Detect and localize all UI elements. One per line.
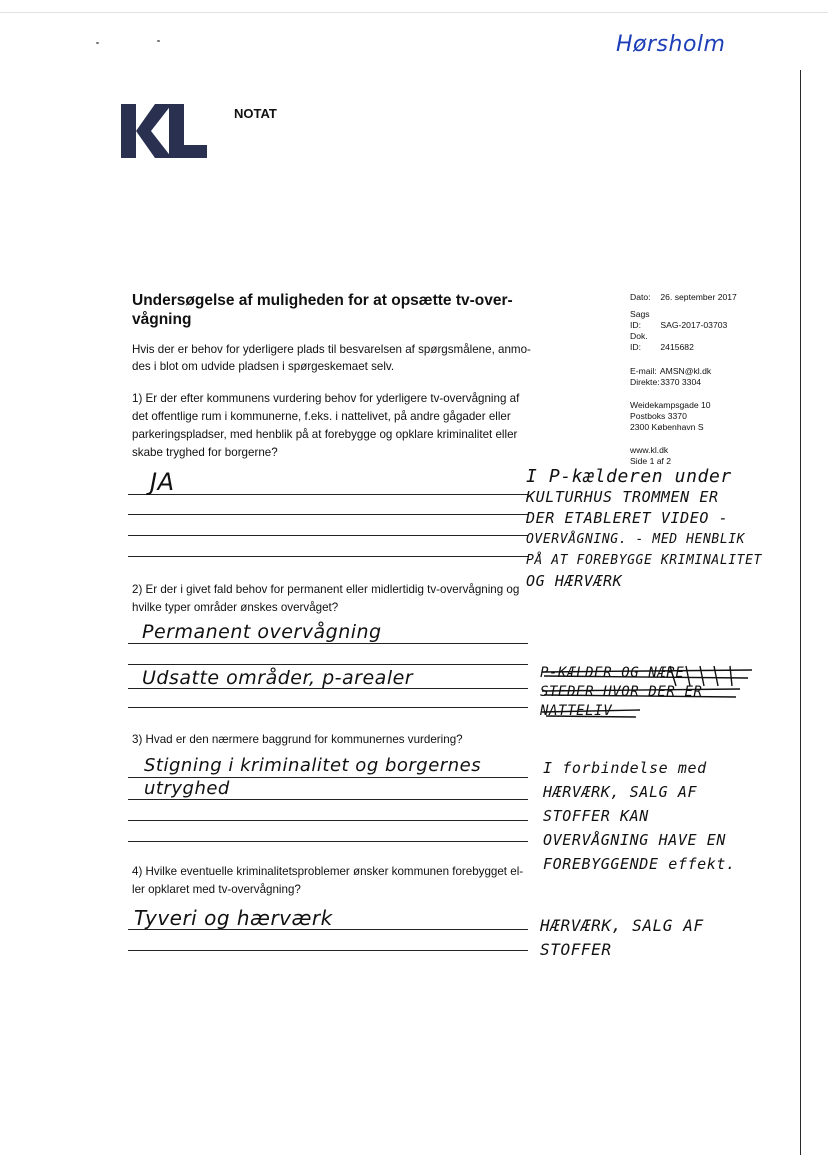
answer-line: [128, 707, 528, 708]
date-label: Dato:: [630, 292, 651, 302]
side-note-line: STEDER HVOR DER ER: [540, 684, 703, 700]
address-line: 2300 København S: [630, 422, 704, 432]
answer-line: [128, 664, 528, 665]
scan-speck: [157, 40, 160, 42]
question-line: 3) Hvad er den nærmere baggrund for kommunernes vurdering?: [132, 733, 463, 746]
answer-3-line-1: Stigning i kriminalitet og borgernes: [144, 755, 482, 776]
question-line: det offentlige rum i kommunerne, f.eks. i nattelivet, på andre gågader eller: [132, 410, 511, 423]
intro-line: des i blot om udvide pladsen i spørgeskemaet selv.: [132, 360, 395, 373]
direkte-row: [630, 377, 805, 388]
dok-id-row: [630, 331, 805, 353]
date-value: 26. september 2017: [660, 292, 737, 302]
address-line: Weidekampsgade 10: [630, 400, 711, 410]
title-line: vågning: [132, 311, 192, 328]
side-note-line: HÆRVÆRK, SALG AF: [543, 783, 698, 801]
question-4: [132, 863, 523, 899]
email-label: E-mail:: [630, 366, 657, 376]
answer-3-line-2: utryghed: [144, 778, 230, 799]
intro-line: Hvis der er behov for yderligere plads til besvarelsen af spørgsmålene, anmo-: [132, 343, 531, 356]
direkte-value: 3370 3304: [660, 377, 702, 387]
answer-1: JA: [150, 468, 175, 496]
side-note-line: OG HÆRVÆRK: [526, 572, 623, 590]
dok-id-label: Dok. ID:: [630, 331, 648, 352]
side-note-line: DER ETABLERET VIDEO -: [526, 509, 729, 527]
page-top-edge: [0, 12, 828, 13]
question-line: 1) Er der efter kommunens vurdering behov for yderligere tv-overvågning af: [132, 392, 520, 405]
side-note-line: PÅ AT FOREBYGGE KRIMINALITET: [526, 553, 762, 568]
title-line: Undersøgelse af muligheden for at opsætte tv-over-: [132, 292, 513, 309]
strike-through-scribble: [540, 664, 760, 734]
side-note-line: OVERVÅGNING. - MED HENBLIK: [526, 532, 746, 547]
sags-id-value: SAG-2017-03703: [660, 320, 728, 330]
answer-line: [128, 950, 528, 951]
side-note-line: FOREBYGGENDE effekt.: [543, 855, 736, 873]
date-row: [630, 292, 805, 303]
answer-line: [128, 841, 528, 842]
question-line: hvilke typer områder ønskes overvåget?: [132, 601, 339, 614]
website: www.kl.dk: [630, 445, 669, 455]
dok-id-value: 2415682: [660, 342, 694, 352]
side-note-line: P-KÆLDER OG NÆRE: [540, 665, 685, 681]
side-note-line: STOFFER KAN: [543, 807, 649, 825]
address-line: Postboks 3370: [630, 411, 687, 421]
question-1: [132, 390, 519, 462]
side-note-line: KULTURHUS TROMMEN ER: [526, 488, 719, 506]
answer-line: [128, 494, 528, 495]
answer-line: [128, 643, 528, 644]
document-title: [132, 291, 522, 329]
email-value: AMSN@kl.dk: [659, 366, 712, 376]
scan-speck: [96, 42, 99, 44]
answer-line: [128, 535, 528, 536]
document-type: NOTAT: [234, 106, 277, 121]
side-note-line: NATTELIV: [540, 703, 613, 719]
direkte-label: Direkte:: [630, 377, 660, 387]
question-line: parkeringspladser, med henblik på at forebygge og opklare kriminalitet eller: [132, 428, 518, 441]
question-line: 4) Hvilke eventuelle kriminalitetsproblemer ønsker kommunen forebygget el-: [132, 865, 524, 878]
side-note-line: OVERVÅGNING HAVE EN: [543, 831, 726, 849]
side-note-4: [540, 914, 704, 962]
sags-id-row: [630, 309, 805, 331]
answer-4: Tyveri og hærværk: [134, 906, 333, 930]
question-line: ler opklaret med tv-overvågning?: [132, 883, 301, 896]
page-right-edge: [800, 70, 801, 1155]
handwritten-municipality: Hørsholm: [616, 32, 726, 57]
metadata-block: [630, 292, 805, 467]
question-line: skabe tryghed for borgerne?: [132, 446, 278, 459]
kl-logo: [121, 104, 207, 158]
email-row: [630, 366, 805, 377]
side-note-line: STOFFER: [540, 940, 612, 959]
side-note-1: [526, 466, 762, 592]
answer-2-line-2: Udsatte områder, p-arealer: [142, 667, 414, 689]
question-line: 2) Er der i givet fald behov for permanent eller midlertidig tv-overvågning og: [132, 583, 520, 596]
answer-line: [128, 514, 528, 515]
page-number: Side 1 af 2: [630, 456, 672, 466]
side-note-line: I forbindelse med: [543, 759, 707, 777]
side-note-line: I P-kælderen under: [526, 466, 732, 487]
sags-id-label: Sags ID:: [630, 309, 650, 330]
question-2: [132, 581, 519, 617]
side-note-3: [543, 756, 736, 876]
answer-line: [128, 556, 528, 557]
answer-line: [128, 820, 528, 821]
answer-2-line-1: Permanent overvågning: [142, 621, 382, 643]
question-3: [132, 731, 463, 749]
side-note-line: HÆRVÆRK, SALG AF: [540, 916, 704, 935]
intro-paragraph: [132, 341, 532, 375]
answer-line: [128, 799, 528, 800]
